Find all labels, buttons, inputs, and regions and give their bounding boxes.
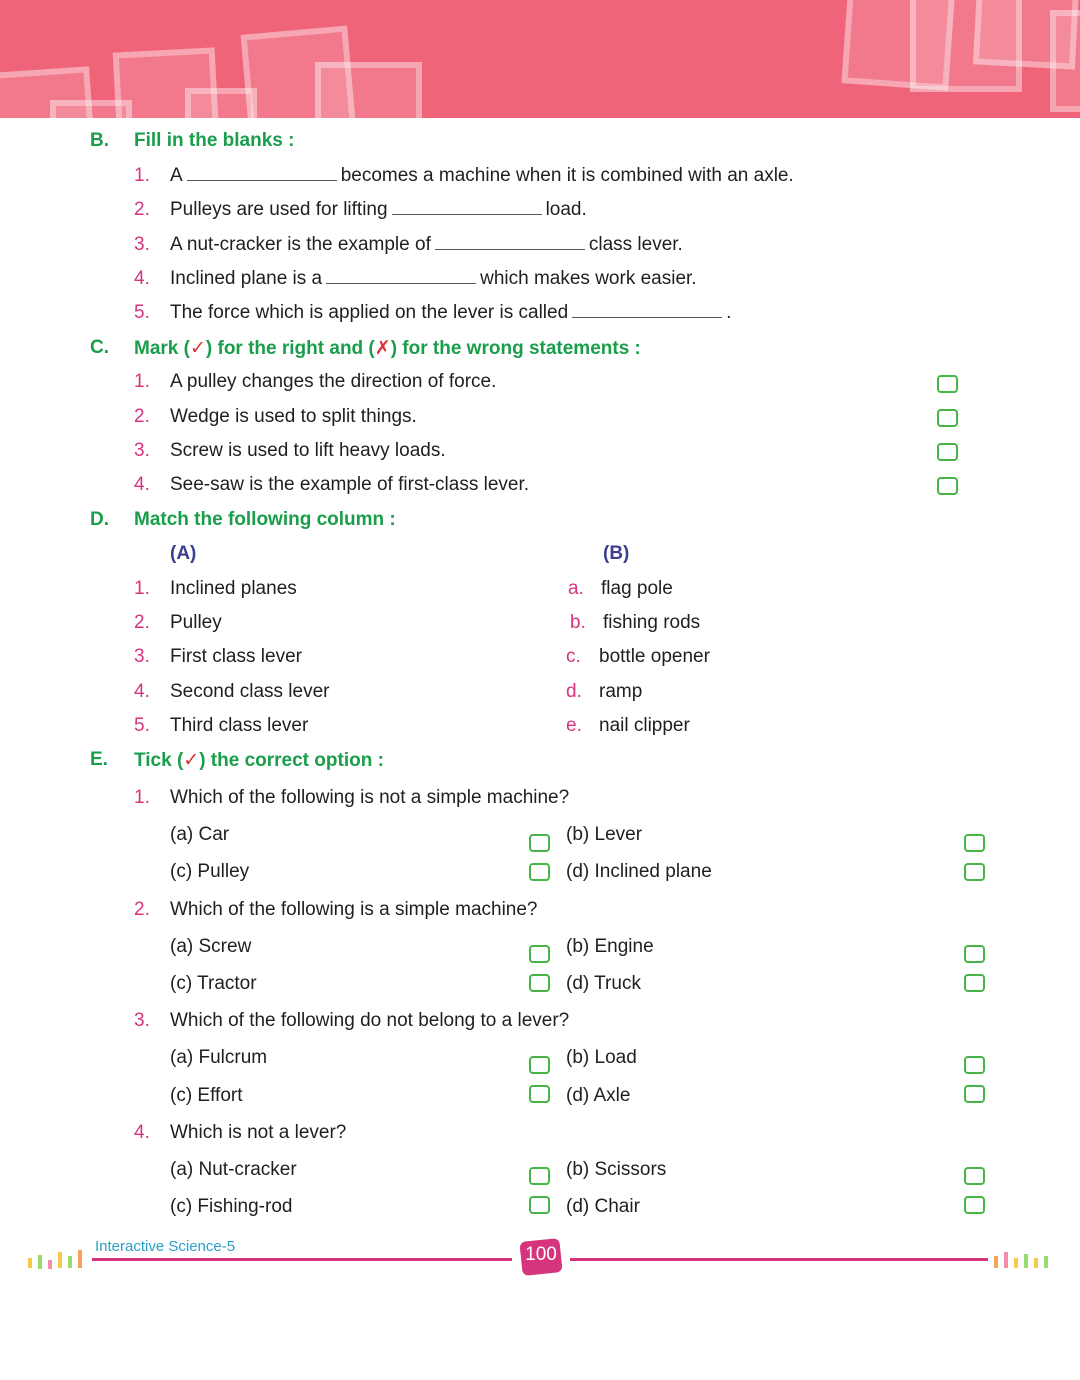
footer-decoration xyxy=(1004,1252,1008,1268)
match-left-item: Inclined planes xyxy=(170,578,297,599)
question-text: Which of the following is a simple machine? xyxy=(170,899,538,920)
answer-checkbox[interactable] xyxy=(937,409,958,427)
fill-blank-item xyxy=(170,268,697,290)
section-c-letter: C. xyxy=(90,337,109,358)
question-text: Which of the following do not belong to a lever? xyxy=(170,1010,570,1031)
question-number: 3. xyxy=(134,234,150,255)
option-checkbox[interactable] xyxy=(964,1167,985,1185)
tick-mark-icon: ✓ xyxy=(183,750,200,771)
option-d: (d) Truck xyxy=(566,973,641,994)
book-title: Interactive Science-5 xyxy=(95,1238,236,1255)
answer-blank[interactable] xyxy=(572,316,722,318)
match-left-item: First class lever xyxy=(170,646,302,667)
section-e-letter: E. xyxy=(90,749,108,770)
section-d-letter: D. xyxy=(90,509,109,530)
question-number: 3. xyxy=(134,440,150,461)
heading-text: ) for the right and ( xyxy=(205,338,375,359)
section-e-heading xyxy=(134,749,384,772)
section-b-heading: Fill in the blanks : xyxy=(134,130,295,151)
footer-decoration xyxy=(1034,1258,1038,1268)
match-number: 5. xyxy=(134,715,150,736)
question-number: 3. xyxy=(134,1010,150,1031)
option-d: (d) Axle xyxy=(566,1085,631,1106)
item-text: load. xyxy=(545,199,587,220)
match-right-item: fishing rods xyxy=(603,612,701,633)
item-text: The force which is applied on the lever is called xyxy=(170,302,569,323)
option-checkbox[interactable] xyxy=(529,945,550,963)
question-number: 2. xyxy=(134,406,150,427)
question-number: 5. xyxy=(134,302,150,323)
banner-square xyxy=(1050,10,1080,112)
question-number: 1. xyxy=(134,371,150,392)
question-number: 4. xyxy=(134,1122,150,1143)
item-text: class lever. xyxy=(588,234,683,255)
question-number: 4. xyxy=(134,268,150,289)
match-right-item: bottle opener xyxy=(599,646,710,667)
heading-text: Mark ( xyxy=(134,338,190,359)
answer-blank[interactable] xyxy=(435,248,585,250)
section-c-heading xyxy=(134,337,641,360)
question-text: Which is not a lever? xyxy=(170,1122,347,1143)
option-a: (a) Fulcrum xyxy=(170,1047,268,1068)
question-number: 2. xyxy=(134,199,150,220)
heading-text: ) for the wrong statements : xyxy=(390,338,641,359)
item-text: Pulleys are used for lifting xyxy=(170,199,388,220)
footer-line-right xyxy=(570,1258,988,1261)
option-checkbox[interactable] xyxy=(529,1056,550,1074)
page-number: 100 xyxy=(525,1244,557,1265)
footer-decoration xyxy=(1014,1258,1018,1268)
footer-decoration xyxy=(58,1252,62,1268)
option-b: (b) Load xyxy=(566,1047,637,1068)
option-checkbox[interactable] xyxy=(964,1196,985,1214)
match-number: 2. xyxy=(134,612,150,633)
footer-line-left xyxy=(92,1258,512,1261)
statement-text: See-saw is the example of first-class lever. xyxy=(170,474,530,495)
item-text: . xyxy=(726,302,732,323)
section-d-heading: Match the following column : xyxy=(134,509,396,530)
item-text: A xyxy=(170,165,183,186)
answer-checkbox[interactable] xyxy=(937,375,958,393)
option-a: (a) Nut-cracker xyxy=(170,1159,297,1180)
option-checkbox[interactable] xyxy=(964,1056,985,1074)
question-number: 1. xyxy=(134,165,150,186)
option-c: (c) Effort xyxy=(170,1085,243,1106)
match-letter: b. xyxy=(570,612,586,633)
section-b-letter: B. xyxy=(90,130,109,151)
option-d: (d) Inclined plane xyxy=(566,861,712,882)
match-letter: c. xyxy=(566,646,581,667)
option-a: (a) Car xyxy=(170,824,230,845)
heading-text: ) the correct option : xyxy=(199,750,384,771)
footer-decoration xyxy=(1024,1254,1028,1268)
option-checkbox[interactable] xyxy=(964,863,985,881)
statement-text: Wedge is used to split things. xyxy=(170,406,417,427)
match-number: 3. xyxy=(134,646,150,667)
footer-decoration xyxy=(38,1255,42,1269)
footer-decoration xyxy=(1044,1256,1048,1268)
option-c: (c) Fishing-rod xyxy=(170,1196,293,1217)
option-b: (b) Lever xyxy=(566,824,643,845)
question-number: 2. xyxy=(134,899,150,920)
option-checkbox[interactable] xyxy=(964,945,985,963)
option-checkbox[interactable] xyxy=(529,1196,550,1214)
answer-checkbox[interactable] xyxy=(937,477,958,495)
answer-blank[interactable] xyxy=(326,282,476,284)
option-checkbox[interactable] xyxy=(529,863,550,881)
option-checkbox[interactable] xyxy=(529,974,550,992)
footer-decoration xyxy=(78,1250,82,1268)
option-checkbox[interactable] xyxy=(964,974,985,992)
question-number: 1. xyxy=(134,787,150,808)
option-c: (c) Tractor xyxy=(170,973,257,994)
footer-decoration xyxy=(28,1258,32,1268)
statement-text: Screw is used to lift heavy loads. xyxy=(170,440,446,461)
fill-blank-item xyxy=(170,165,794,187)
option-checkbox[interactable] xyxy=(964,1085,985,1103)
column-b-header: (B) xyxy=(603,543,630,564)
match-right-item: ramp xyxy=(599,681,643,702)
match-letter: a. xyxy=(568,578,584,599)
option-checkbox[interactable] xyxy=(529,1167,550,1185)
option-b: (b) Engine xyxy=(566,936,654,957)
match-right-item: flag pole xyxy=(601,578,673,599)
option-b: (b) Scissors xyxy=(566,1159,667,1180)
question-text: Which of the following is not a simple machine? xyxy=(170,787,570,808)
fill-blank-item xyxy=(170,199,587,221)
cross-mark-icon: ✗ xyxy=(374,338,391,359)
option-checkbox[interactable] xyxy=(529,1085,550,1103)
footer-decoration xyxy=(68,1256,72,1268)
fill-blank-item xyxy=(170,302,731,324)
banner-square xyxy=(315,62,422,118)
option-c: (c) Pulley xyxy=(170,861,250,882)
match-left-item: Pulley xyxy=(170,612,222,633)
answer-checkbox[interactable] xyxy=(937,443,958,461)
option-a: (a) Screw xyxy=(170,936,252,957)
item-text: A nut-cracker is the example of xyxy=(170,234,431,255)
option-checkbox[interactable] xyxy=(529,834,550,852)
tick-mark-icon: ✓ xyxy=(189,338,206,359)
fill-blank-item xyxy=(170,234,683,256)
answer-blank[interactable] xyxy=(392,213,542,215)
item-text: becomes a machine when it is combined with an axle. xyxy=(340,165,794,186)
match-right-item: nail clipper xyxy=(599,715,690,736)
statement-text: A pulley changes the direction of force. xyxy=(170,371,497,392)
item-text: which makes work easier. xyxy=(480,268,697,289)
match-number: 1. xyxy=(134,578,150,599)
option-d: (d) Chair xyxy=(566,1196,640,1217)
column-a-header: (A) xyxy=(170,543,197,564)
question-number: 4. xyxy=(134,474,150,495)
header-banner xyxy=(0,0,1080,118)
match-number: 4. xyxy=(134,681,150,702)
option-checkbox[interactable] xyxy=(964,834,985,852)
answer-blank[interactable] xyxy=(187,179,337,181)
match-left-item: Second class lever xyxy=(170,681,330,702)
footer-decoration xyxy=(48,1260,52,1269)
footer-decoration xyxy=(994,1256,998,1268)
match-left-item: Third class lever xyxy=(170,715,309,736)
match-letter: e. xyxy=(566,715,582,736)
heading-text: Tick ( xyxy=(134,750,184,771)
item-text: Inclined plane is a xyxy=(170,268,323,289)
match-letter: d. xyxy=(566,681,582,702)
